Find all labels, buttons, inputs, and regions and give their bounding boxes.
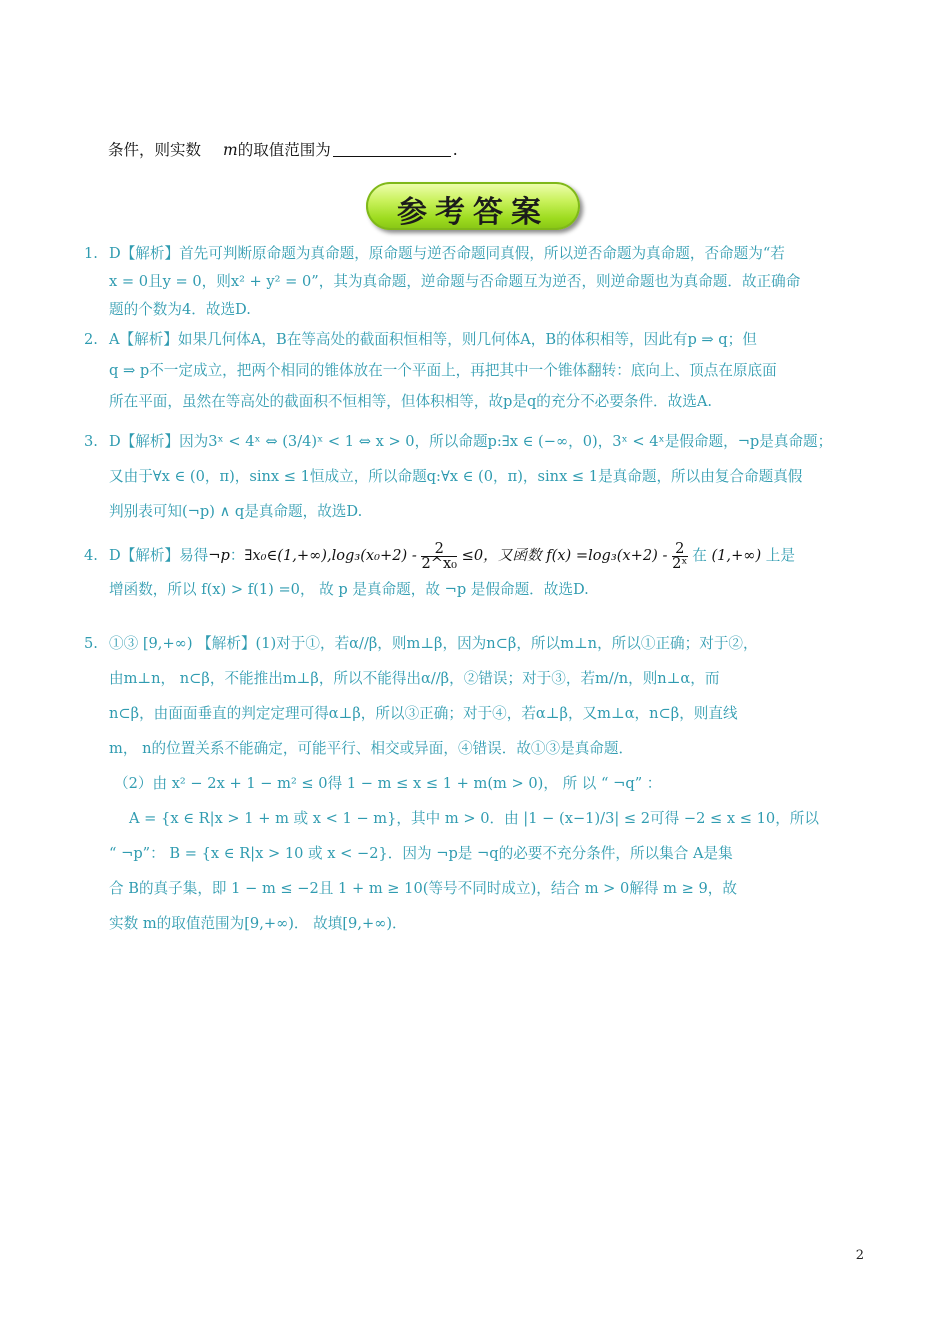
question-tail (108, 138, 458, 160)
answer-line: 由m⊥n， n⊂β，不能推出m⊥β，所以不能得出α//β，②错误；对于③，若m//n，则n⊥α，而 (109, 670, 720, 687)
math-interval: (1,+∞) (711, 547, 762, 564)
answer-number: 4. (84, 547, 98, 564)
answer-number: 5. (84, 635, 98, 652)
answer-line: 所在平面，虽然在等高处的截面积不恒相等，但体积相等，故p是q的充分不必要条件．故选A. (109, 393, 713, 410)
fraction-denominator: 2^x₀ (421, 554, 458, 572)
fraction (421, 539, 458, 572)
fraction-numerator: 2 (672, 542, 687, 557)
math-function: f(x) =log₃(x+2) - (546, 547, 668, 564)
answer-line: 判别表可知(¬p) ∧ q是真命题，故选D. (109, 503, 363, 520)
answer-text: ： (229, 547, 245, 564)
question-suffix: 的取值范围为 (237, 141, 331, 159)
answer-number: 3. (84, 433, 98, 450)
question-end: . (452, 141, 458, 159)
answer-line: “ ¬p”： B = {x ∈ R|x > 10 或 x < −2}．因为 ¬p是 ¬q的必要不充分条件，所以集合 A是集 (109, 845, 733, 862)
answer-line: 合 B的真子集，即 1 − m ≤ −2且 1 + m ≥ 10(等号不同时成立)，结合 m > 0解得 m ≥ 9，故 (109, 880, 737, 897)
banner-title: 参考答案 (397, 195, 549, 230)
answer-line: （2）由 x² − 2x + 1 − m² ≤ 0得 1 − m ≤ x ≤ 1 + m(m > 0)， 所 以 “ ¬q” ： (114, 775, 662, 792)
question-variable: m (223, 141, 238, 159)
page-number: 2 (855, 1248, 864, 1263)
answer-line: ①③ [9,+∞) 【解析】(1)对于①，若α//β，则m⊥β，因为n⊂β，所以m⊥n，所以①正确；对于②， (109, 635, 758, 652)
answer-line: n⊂β，由面面垂直的判定定理可得α⊥β，所以③正确；对于④，若α⊥β，又m⊥α，n⊂β，则直线 (109, 705, 738, 722)
answer-5 (84, 626, 819, 941)
answer-line: A【解析】如果几何体A，B在等高处的截面积恒相等，则几何体A，B的体积相等，因此有p ⇒ q；但 (109, 331, 757, 348)
answer-number: 1. (84, 245, 98, 262)
answer-text: 在 (692, 547, 707, 564)
answer-line: D【解析】首先可判断原命题为真命题，原命题与逆否命题同真假，所以逆否命题为真命题，否命题为“若 (109, 245, 785, 262)
answer-line: q ⇒ p不一定成立，把两个相同的锥体放在一个平面上，再把其中一个锥体翻转：底向上、顶点在原底面 (109, 362, 777, 379)
math-not-p: ¬p (208, 547, 230, 564)
answer-banner (366, 182, 584, 234)
answer-line: x = 0且y = 0，则x² + y² = 0”，其为真命题，逆命题与否命题互为逆否，则逆命题也为真命题．故正确命 (109, 273, 801, 290)
answer-number: 2. (84, 331, 98, 348)
answer-text: 上是 (765, 547, 795, 564)
answer-line: A = {x ∈ R|x > 1 + m 或 x < 1 − m}，其中 m > 0．由 |1 − (x−1)/3| ≤ 2可得 −2 ≤ x ≤ 10，所以 (129, 810, 819, 827)
answer-line: D【解析】因为3ˣ < 4ˣ ⇔ (3/4)ˣ < 1 ⇔ x > 0，所以命题p:∃x ∈ (−∞，0)，3ˣ < 4ˣ是假命题，¬p是真命题； (109, 433, 833, 450)
answer-line: m， n的位置关系不能确定，可能平行、相交或异面，④错误．故①③是真命题． (109, 740, 634, 757)
fraction-denominator: 2ˣ (672, 554, 688, 572)
fraction (672, 539, 688, 572)
answer-blank (333, 142, 451, 157)
answer-text: ≤0，又函数 (461, 547, 542, 564)
math-expression: ∃x₀∈(1,+∞),log₃(x₀+2) - (244, 547, 417, 564)
answer-3 (84, 424, 832, 529)
answer-2 (84, 324, 777, 417)
answer-line: 实数 m的取值范围为[9,+∞)． 故填[9,+∞)． (109, 915, 407, 932)
fraction-numerator: 2 (421, 542, 457, 557)
answer-line: 又由于∀x ∈ (0，π)，sinx ≤ 1恒成立，所以命题q:∀x ∈ (0，π)，sinx ≤ 1是真命题，所以由复合命题真假 (109, 468, 803, 485)
answer-text: D【解析】易得 (109, 547, 209, 564)
question-prefix: 条件，则实数 (108, 141, 202, 159)
answer-line: 题的个数为4．故选D. (109, 301, 251, 318)
answer-1 (84, 240, 800, 324)
answer-line: 增函数，所以 f(x) > f(1) =0， 故 p 是真命题，故 ¬p 是假命题．故选D. (109, 581, 589, 598)
answer-4 (84, 536, 795, 604)
